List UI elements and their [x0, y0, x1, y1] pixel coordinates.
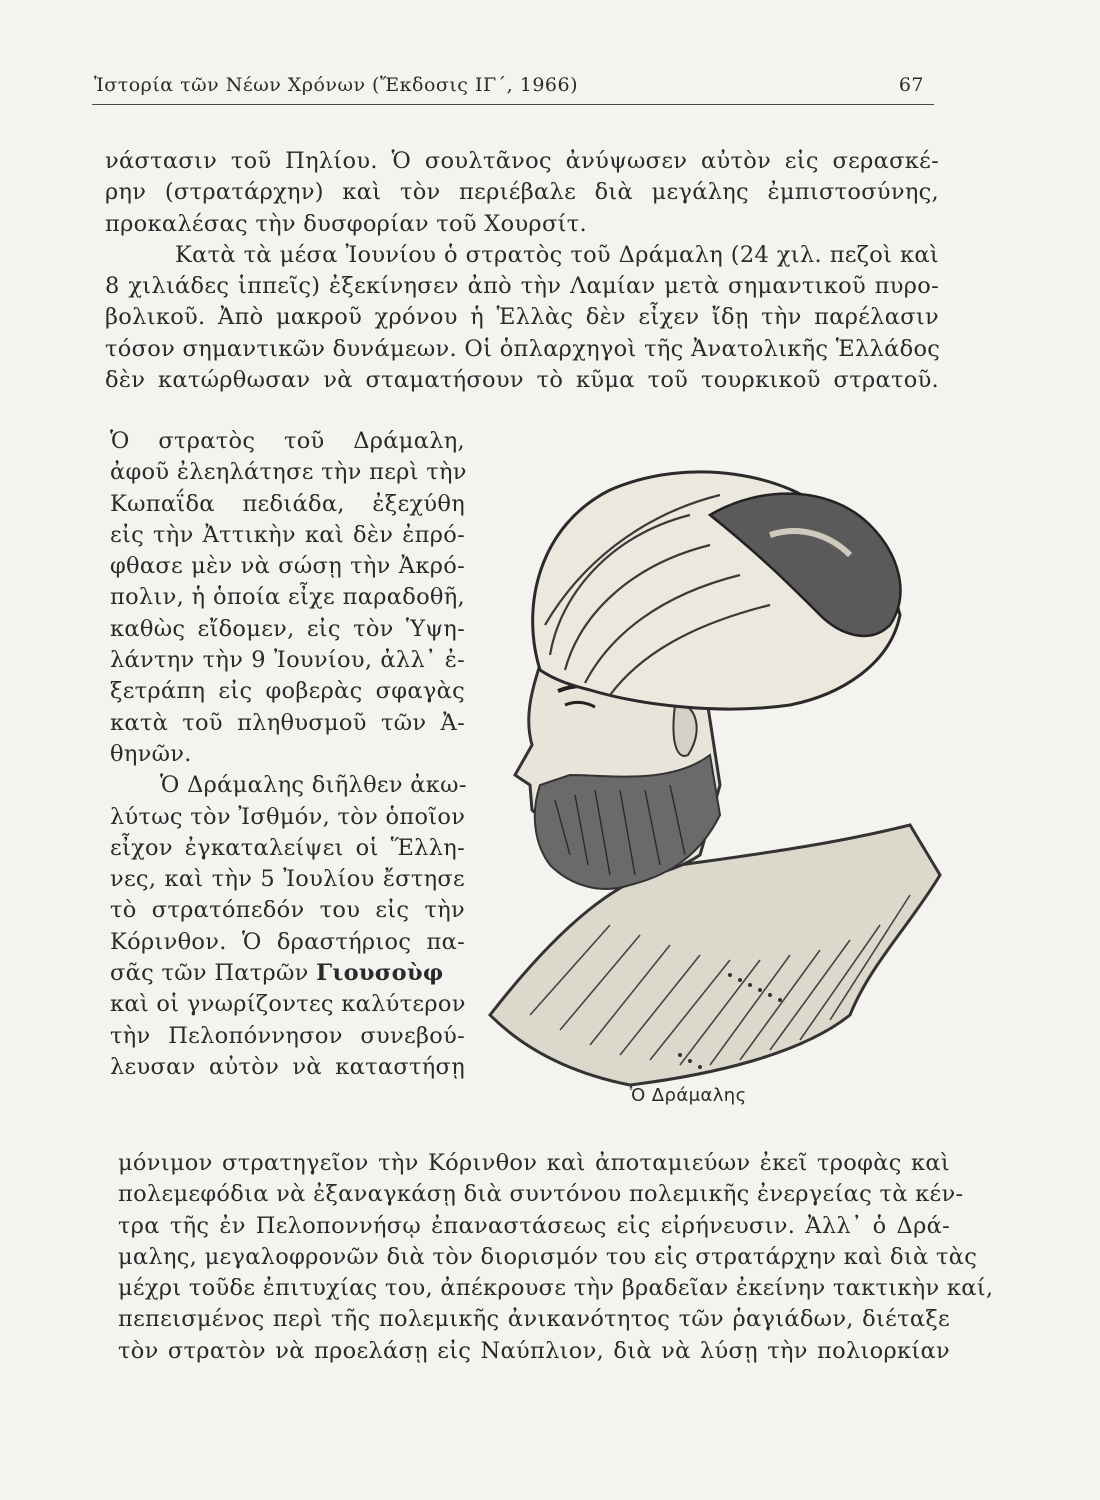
text-line: μέχρι τοῦδε ἐπιτυχίας του, ἀπέκρουσε τὴν βραδεῖαν ἐκείνην τακτικὴν καί,: [118, 1275, 994, 1302]
text-line: Ὁ στρατὸς τοῦ Δράμαλη,: [110, 428, 465, 454]
header-title: Ἱστορία τῶν Νέων Χρόνων (Ἔκδοσις ΙΓ΄, 1966): [94, 74, 579, 96]
text-line: ξετράπη εἰς φοβερὰς σφαγὰς: [110, 678, 465, 705]
running-header: [92, 70, 934, 105]
text-line: λευσαν αὐτὸν νὰ καταστήσῃ: [110, 1053, 465, 1080]
page-number: 67: [898, 74, 924, 96]
text-line: φθασε μὲν νὰ σώσῃ τὴν Ἀκρό-: [110, 553, 465, 580]
top-text-block: [105, 146, 939, 396]
text-line: εἰς τὴν Ἀττικὴν καὶ δὲν ἐπρό-: [110, 521, 465, 548]
text-line: κατὰ τοῦ πληθυσμοῦ τῶν Ἀ-: [110, 709, 465, 736]
text-line: Ὁ Δράμαλης διῆλθεν ἀκω-: [160, 772, 467, 799]
text-line: πεπεισμένος περὶ τῆς πολεμικῆς ἀνικανότητος τῶν ῥαγιάδων, διέταξε: [118, 1306, 950, 1333]
text-line: τρα τῆς ἐν Πελοποννήσῳ ἐπαναστάσεως εἰς εἰρήνευσιν. Ἀλλ᾽ ὁ Δρά-: [118, 1212, 950, 1239]
text-line: [110, 958, 465, 989]
left-column-text: [110, 426, 465, 1083]
bold-name: Γιουσοὺφ: [316, 960, 444, 987]
text-line: Κατὰ τὰ μέσα Ἰουνίου ὁ στρατὸς τοῦ Δράμαλη (24 χιλ. πεζοὶ καὶ: [175, 241, 939, 268]
text-line: βολικοῦ. Ἀπὸ μακροῦ χρόνου ἡ Ἑλλὰς δὲν εἶχεν ἴδῃ τὴν παρέλασιν: [105, 304, 939, 331]
text-line: πολιν, ἡ ὁποία εἶχε παραδοθῆ,: [110, 584, 465, 611]
text-line: θηνῶν.: [110, 740, 192, 767]
text-line: τόσον σημαντικῶν δυνάμεων. Οἱ ὁπλαρχηγοὶ τῆς Ἀνατολικῆς Ἑλλάδος: [105, 335, 941, 362]
text-line: νες, καὶ τὴν 5 Ἰουλίου ἔστησε: [110, 866, 465, 893]
text-line: λάντην τὴν 9 Ἰουνίου, ἀλλ᾽ ἐ-: [110, 647, 465, 674]
text-line: 8 χιλιάδες ἱππεῖς) ἐξεκίνησεν ἀπὸ τὴν Λαμίαν μετὰ σημαντικοῦ πυρο-: [105, 273, 939, 300]
bottom-text-block: [118, 1148, 994, 1367]
text-fragment: σᾶς τῶν Πατρῶν: [110, 960, 309, 987]
portrait-illustration: [470, 455, 948, 1095]
text-line: πολεμεφόδια νὰ ἐξαναγκάσῃ διὰ συντόνου πολεμικῆς ἐνεργείας τὰ κέν-: [118, 1181, 964, 1208]
text-line: λύτως τὸν Ἰσθμόν, τὸν ὁποῖον: [110, 803, 466, 830]
text-line: προκαλέσας τὴν δυσφορίαν τοῦ Χουρσίτ.: [105, 210, 587, 237]
text-line: τὸν στρατὸν νὰ προελάσῃ εἰς Ναύπλιον, διὰ νὰ λύσῃ τὴν πολιορκίαν: [118, 1337, 950, 1364]
text-line: νάστασιν τοῦ Πηλίου. Ὁ σουλτᾶνος ἀνύψωσεν αὐτὸν εἰς σερασκέ-: [105, 148, 939, 174]
text-line: δὲν κατώρθωσαν νὰ σταματήσουν τὸ κῦμα τοῦ τουρκικοῦ στρατοῦ.: [105, 367, 939, 394]
text-line: ρην (στρατάρχην) καὶ τὸν περιέβαλε διὰ μεγάλης ἐμπιστοσύνης,: [105, 179, 939, 206]
text-line: μαλης, μεγαλοφρονῶν διὰ τὸν διορισμόν του εἰς στρατάρχην καὶ διὰ τὰς: [118, 1243, 978, 1270]
text-line: καθὼς εἴδομεν, εἰς τὸν Ὑψη-: [110, 615, 465, 642]
text-line: τὴν Πελοπόννησον συνεβού-: [110, 1022, 465, 1049]
text-line: Κωπαΐδα πεδιάδα, ἐξεχύθη: [110, 490, 465, 517]
text-line: μόνιμον στρατηγεῖον τὴν Κόρινθον καὶ ἀποταμιεύων ἐκεῖ τροφὰς καὶ: [118, 1150, 950, 1176]
figure-caption: Ὁ Δράμαλης: [630, 1085, 747, 1106]
text-line: ἀφοῦ ἐλεηλάτησε τὴν περὶ τὴν: [110, 459, 467, 486]
text-line: εἶχον ἐγκαταλείψει οἱ Ἕλλη-: [110, 834, 465, 861]
text-line: Κόρινθον. Ὁ δραστήριος πα-: [110, 928, 465, 955]
text-line: τὸ στρατόπεδόν του εἰς τὴν: [110, 897, 465, 924]
text-line: καὶ οἱ γνωρίζοντες καλύτερον: [110, 991, 466, 1018]
